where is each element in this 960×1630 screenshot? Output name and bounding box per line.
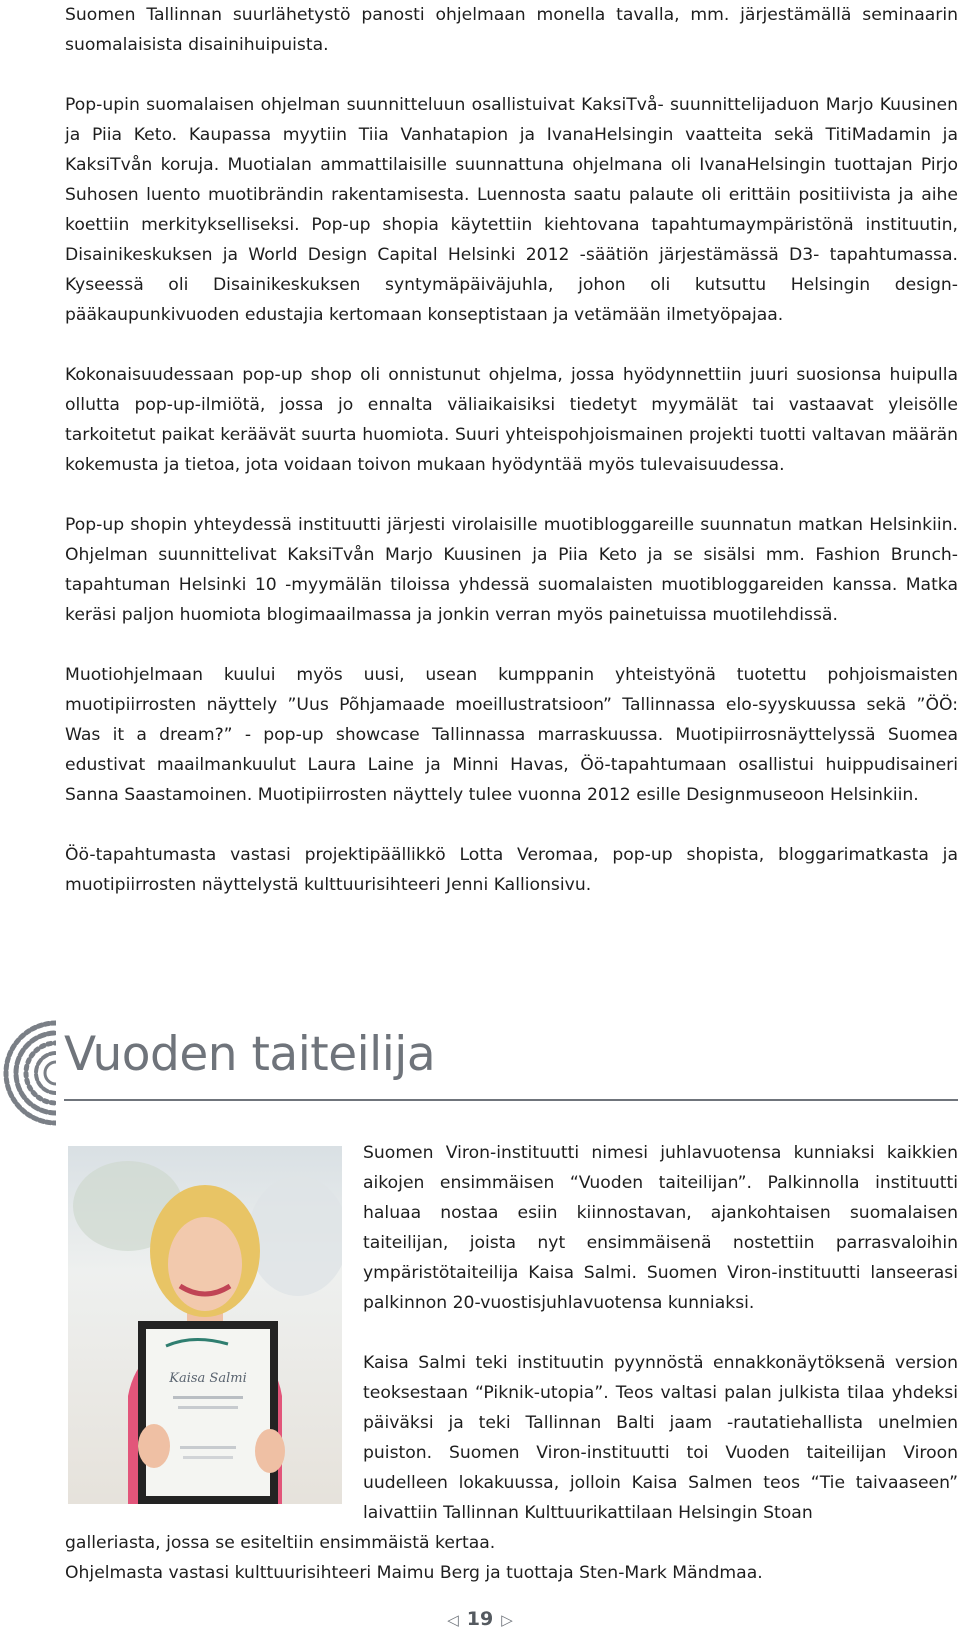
paragraph-embassy: Suomen Tallinnan suurlähetystö panosti ohjelmaan monella tavalla, mm. järjestämällä seminaarin suomalaisista disainihuipuista. <box>65 5 958 55</box>
artist-text-tail <box>65 1528 958 1588</box>
paragraph-artist-award: Suomen Viron-instituutti nimesi juhlavuotensa kunniaksi kaikkien aikojen ensimmäisen “Vuoden taiteilijan”. Palkinnolla instituutti haluaa nostaa esiin kiinnostavan, ajankohtaisen suomalaisen taiteilijan, joista nyt ensimmäisenä nostettiin parrasvaloihin ympäristötaiteilija Kaisa Salmi. Suomen Viron-instituutti lanseerasi palkinnon 20-vuostisjuhlavuotensa kunniaksi. <box>363 1143 958 1313</box>
section-divider <box>64 1099 958 1101</box>
paragraph-summary: Kokonaisuudessaan pop-up shop oli onnistunut ohjelma, jossa hyödynnettiin juuri suosionsa huipulla ollutta pop-up-ilmiötä, jossa jo ennalta väliaikaisiksi tiedetyt myymälät tai vastaavat yleisölle tarkoitetut paikat keräävät suurta huomiota. Suuri yhteispohjoismainen projekti tuotti valtavan määrän kokemusta ja tietoa, jota voidaan toivon mukaan hyödyntää myös tulevaisuudessa. <box>65 365 958 475</box>
page-footer <box>0 1609 960 1630</box>
paragraph-artist-work: Kaisa Salmi teki instituutin pyynnöstä ennakkonäytöksenä version teoksestaan “Piknik-utopia”. Teos valtasi palan julkista tilaa yhdeksi päiväksi ja teki Tallinnan Balti jaam -rautatiehallista unelmien puiston. Suomen Viron-instituutti toi Vuoden taiteilijan Viroon uudelleen lokakuussa, jolloin Kaisa Salmen teos “Tie taivaaseen” laivattiin Tallinnan Kulttuurikattilaan Helsingin Stoan <box>363 1353 958 1523</box>
certificate-name: Kaisa Salmi <box>169 1371 247 1386</box>
section-title: Vuoden taiteilija <box>64 1027 436 1082</box>
tail-line-responsible: Ohjelmasta vastasi kulttuurisihteeri Maimu Berg ja tuottaja Sten-Mark Mändmaa. <box>65 1563 763 1583</box>
tail-line-gallery: galleriasta, jossa se esiteltiin ensimmäistä kertaa. <box>65 1533 496 1553</box>
paragraph-popup-program: Pop-upin suomalaisen ohjelman suunnitteluun osallistuivat KaksiTvå- suunnittelijaduon Marjo Kuusinen ja Piia Keto. Kaupassa myytiin Tiia Vanhatapion ja IvanaHelsingin vaatteita sekä TitiMadamin ja KaksiTvån koruja. Muotialan ammattilaisille suunnattuna ohjelmana oli IvanaHelsingin tuottajan Pirjo Suhosen luento muotibrändin rakentamisesta. Luennosta saatu palaute oli erittäin positiivista ja aihe koettiin merkitykselliseksi. Pop-up shopia käytettiin kiehtovana tapahtumaympäristönä instituutin, Disainikeskuksen ja World Design Capital Helsinki 2012 -säätiön järjestämässä D3- tapahtumassa. Kyseessä oli Disainikeskuksen syntymäpäiväjuhla, johon oli kutsuttu Helsingin design-pääkaupunkivuoden edustajia kertomaan konseptistaan ja vetämään ilmetyöpajaa. <box>65 95 958 325</box>
artist-text-column <box>363 1138 958 1528</box>
triangle-right-icon: ▷ <box>501 1611 513 1629</box>
section-header <box>0 1018 960 1128</box>
triangle-left-icon: ◁ <box>447 1611 459 1629</box>
certificate-frame <box>138 1321 278 1504</box>
page-number: 19 <box>466 1608 494 1630</box>
paragraph-fashion-illustration: Muotiohjelmaan kuului myös uusi, usean kumppanin yhteistyönä tuotettu pohjoismaisten muotipiirrosten näyttely ”Uus Põhjamaade moeillustratsioon” Tallinnassa elo-syyskuussa sekä ”ÖÖ: Was it a dream?” - pop-up showcase Tallinnassa marraskuussa. Muotipiirrosnäyttelyssä Suomea edustivat maailmankuulut Laura Laine ja Minni Havas, Öö-tapahtumaan osallistui huippudisaineri Sanna Saastamoinen. Muotipiirrosten näyttely tulee vuonna 2012 esille Designmuseoon Helsinkiin. <box>65 665 958 805</box>
portrait-photo <box>68 1146 342 1504</box>
paragraph-bloggers-trip: Pop-up shopin yhteydessä instituutti järjesti virolaisille muotibloggareille suunnatun matkan Helsinkiin. Ohjelman suunnittelivat KaksiTvån Marjo Kuusinen ja Piia Keto ja se sisälsi mm. Fashion Brunch- tapahtuman Helsinki 10 -myymälän tiloissa yhdessä suomalaisten muotibloggareiden kanssa. Matka keräsi paljon huomiota blogimaailmassa ja jonkin verran myös painetuissa muotilehdissä. <box>65 515 958 625</box>
circular-ornament-icon <box>0 1018 56 1128</box>
article-body <box>65 0 958 900</box>
paragraph-responsible-persons: Öö-tapahtumasta vastasi projektipäällikkö Lotta Veromaa, pop-up shopista, bloggarimatkasta ja muotipiirrosten näyttelystä kulttuurisihteeri Jenni Kallionsivu. <box>65 845 958 895</box>
